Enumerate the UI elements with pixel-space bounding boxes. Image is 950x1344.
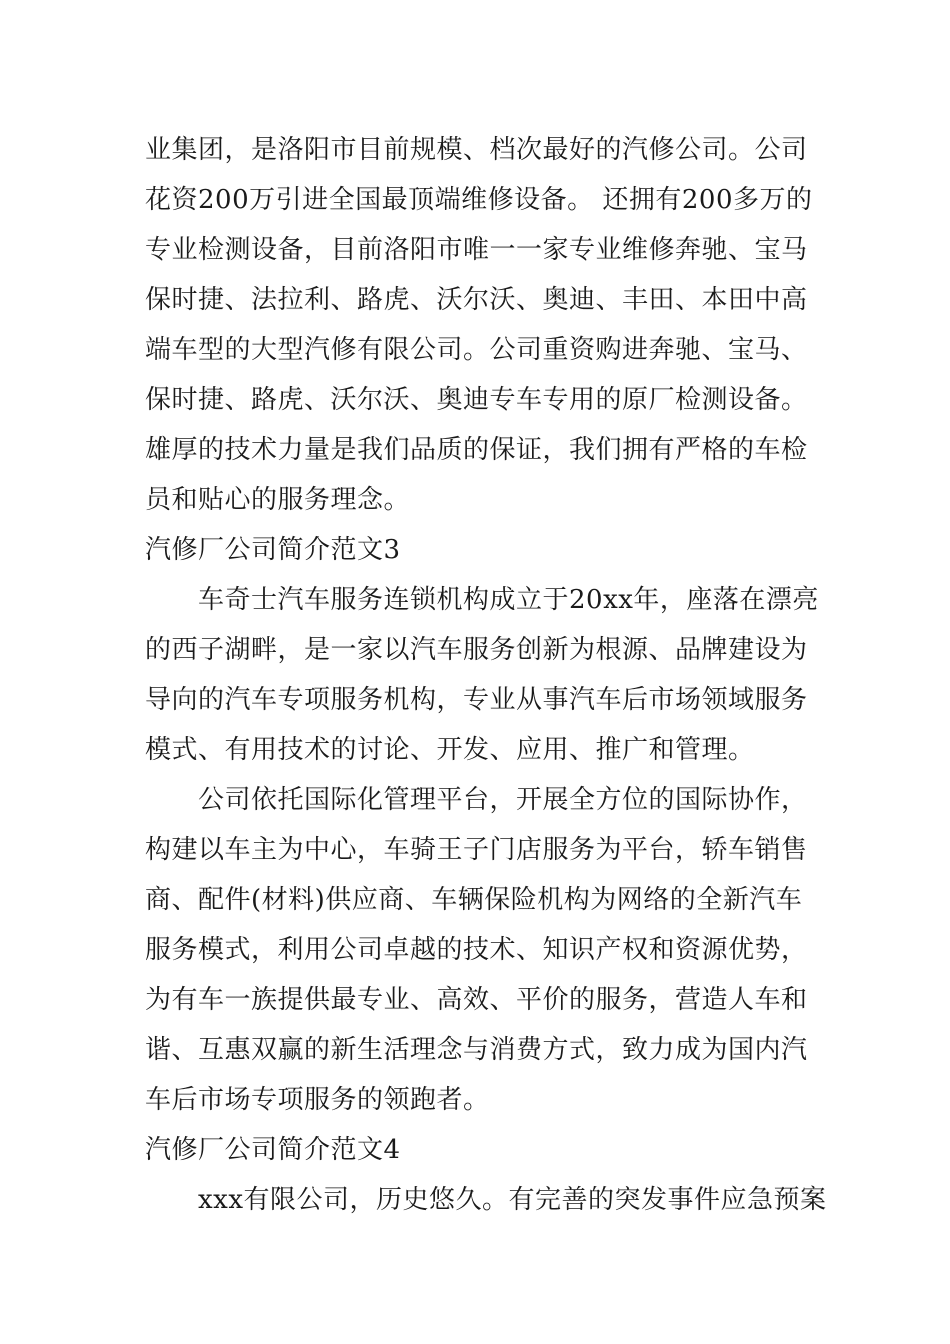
text-line: 花资200万引进全国最顶端维修设备。 还拥有200多万的 [145,185,813,215]
text-line: 谐、互惠双赢的新生活理念与消费方式，致力成为国内汽 [145,1035,808,1065]
text-line: 构建以车主为中心，车骑王子门店服务为平台，轿车销售 [145,835,808,865]
text-line: 端车型的大型汽修有限公司。公司重资购进奔驰、宝马、 [145,335,808,365]
text-line: 公司依托国际化管理平台，开展全方位的国际协作， [198,785,808,815]
text-line: 的西子湖畔，是一家以汽车服务创新为根源、品牌建设为 [145,635,808,665]
text-line: 车后市场专项服务的领跑者。 [145,1085,490,1115]
text-line: 雄厚的技术力量是我们品质的保证，我们拥有严格的车检 [145,435,808,465]
text-line: 服务模式，利用公司卓越的技术、知识产权和资源优势， [145,935,808,965]
text-line: 专业检测设备，目前洛阳市唯一一家专业维修奔驰、宝马 [145,235,808,265]
text-line: 车奇士汽车服务连锁机构成立于20xx年，座落在漂亮 [198,585,819,615]
text-line: 导向的汽车专项服务机构，专业从事汽车后市场领域服务 [145,685,808,715]
text-line: 商、配件(材料)供应商、车辆保险机构为网络的全新汽车 [145,885,803,915]
section-heading: 汽修厂公司简介范文3 [145,535,401,565]
section-heading: 汽修厂公司简介范文4 [145,1135,401,1165]
text-line: 模式、有用技术的讨论、开发、应用、推广和管理。 [145,735,755,765]
text-line: 保时捷、法拉利、路虎、沃尔沃、奥迪、丰田、本田中高 [145,285,808,315]
text-line: 业集团，是洛阳市目前规模、档次最好的汽修公司。公司 [145,135,808,165]
text-line: 员和贴心的服务理念。 [145,485,411,515]
text-line: xxx有限公司，历史悠久。有完善的突发事件应急预案 [198,1185,827,1215]
text-line: 为有车一族提供最专业、高效、平价的服务，营造人车和 [145,985,808,1015]
text-line: 保时捷、路虎、沃尔沃、奥迪专车专用的原厂检测设备。 [145,385,808,415]
